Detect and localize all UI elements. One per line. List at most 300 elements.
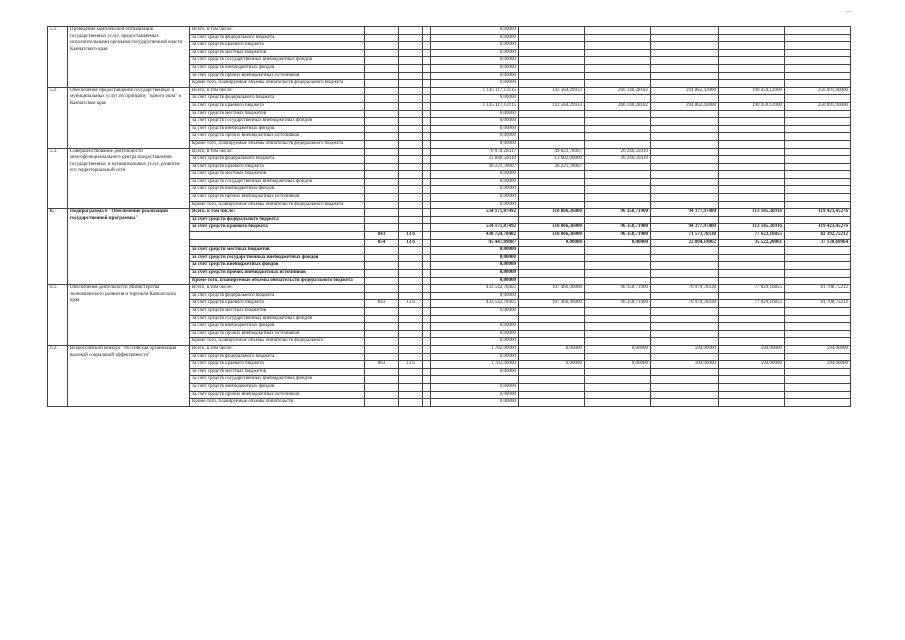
item-number: 6. — [48, 209, 68, 285]
year-value-2 — [585, 72, 651, 80]
spacer-cell — [423, 330, 431, 338]
funding-source: за счет средств краевого бюджета — [190, 224, 365, 232]
total-value: 0,00000 — [431, 399, 519, 407]
spacer-cell — [423, 133, 431, 141]
section-code — [399, 102, 423, 110]
year-value-2 — [585, 315, 651, 323]
spacer-cell — [423, 102, 431, 110]
funding-source: Всего, в том числе: — [190, 148, 365, 156]
section-code — [399, 345, 423, 353]
funding-source: Кроме того, планируемые объемы обязательств федерального бюджета — [190, 201, 365, 209]
spacer-cell — [423, 156, 431, 164]
year-value-4 — [719, 148, 785, 156]
spacer-cell — [423, 300, 431, 308]
year-value-5: 119 423,45276 — [785, 209, 851, 217]
year-value-4: 35 522,20061 — [719, 239, 785, 247]
funding-source: за счет средств государственных внебюджетных фондов — [190, 315, 365, 323]
year-value-3 — [651, 42, 719, 50]
year-value-3 — [651, 391, 719, 399]
section-code — [399, 42, 423, 50]
total-value: 0,00000 — [431, 307, 519, 315]
year-value-4: 190 459,12000 — [719, 87, 785, 95]
year-value-4 — [719, 399, 785, 407]
year-value-3 — [651, 57, 719, 65]
spacer-cell — [423, 368, 431, 376]
year-value-5 — [785, 171, 851, 179]
total-value: 0,00000 — [431, 140, 519, 148]
year-value-1 — [519, 64, 585, 72]
year-value-1 — [519, 307, 585, 315]
spacer-cell — [423, 27, 431, 35]
year-value-2: 96 358,71900 — [585, 224, 651, 232]
spacer-cell — [423, 87, 431, 95]
year-value-1: 0,00000 — [519, 345, 585, 353]
year-value-5 — [785, 148, 851, 156]
year-value-4 — [719, 57, 785, 65]
grbs-code — [365, 224, 399, 232]
funding-source: Всего, в том числе: — [190, 285, 365, 293]
funding-source: за счет средств федерального бюджета — [190, 353, 365, 361]
funding-source: за счет средств государственных внебюджетных фондов — [190, 254, 365, 262]
year-value-3 — [651, 194, 719, 202]
year-value-1 — [519, 201, 585, 209]
total-value: 95 447,09087 — [431, 239, 519, 247]
year-value-5 — [785, 125, 851, 133]
section-code — [399, 156, 423, 164]
section-code: 13 6 — [399, 361, 423, 369]
spacer-cell — [423, 148, 431, 156]
year-value-3 — [651, 277, 719, 285]
grbs-code — [365, 186, 399, 194]
table-row — [48, 27, 851, 35]
spacer-cell — [423, 194, 431, 202]
spacer-cell — [423, 57, 431, 65]
section-code — [399, 178, 423, 186]
year-value-5 — [785, 399, 851, 407]
grbs-code — [365, 140, 399, 148]
year-value-4 — [719, 254, 785, 262]
grbs-code — [365, 72, 399, 80]
grbs-code — [365, 399, 399, 407]
year-value-1: 107 466,36000 — [519, 300, 585, 308]
spacer-cell — [423, 270, 431, 278]
year-value-5 — [785, 57, 851, 65]
year-value-1 — [519, 330, 585, 338]
item-name: Подпрограмма 6 "Обеспечение реализации государственной программы" — [68, 209, 190, 285]
section-code — [399, 391, 423, 399]
table-row — [48, 285, 851, 293]
grbs-code — [365, 330, 399, 338]
year-value-4 — [719, 247, 785, 255]
year-value-3: 70 979,78338 — [651, 300, 719, 308]
total-value: 0,00000 — [431, 277, 519, 285]
year-value-3 — [651, 80, 719, 88]
section-code — [399, 323, 423, 331]
year-value-5: 250 091,00000 — [785, 102, 851, 110]
year-value-4 — [719, 194, 785, 202]
funding-source: за счет средств краевого бюджета — [190, 102, 365, 110]
grbs-code — [365, 345, 399, 353]
year-value-1: 143 564,29933 — [519, 87, 585, 95]
year-value-5 — [785, 201, 851, 209]
section-code — [399, 49, 423, 57]
year-value-3 — [651, 201, 719, 209]
funding-source: за счет средств местных бюджетов — [190, 307, 365, 315]
spacer-cell — [423, 239, 431, 247]
item-name: Всероссийский конкурс "Российская организация высокой социальной эффективности" — [68, 345, 190, 406]
year-value-3 — [651, 64, 719, 72]
year-value-4 — [719, 42, 785, 50]
year-value-5 — [785, 49, 851, 57]
total-value: 534 171,87492 — [431, 209, 519, 217]
year-value-1: 110 866,36000 — [519, 209, 585, 217]
year-value-5: 81 708,75212 — [785, 285, 851, 293]
total-value: 33 848,50410 — [431, 156, 519, 164]
grbs-code — [365, 57, 399, 65]
year-value-1 — [519, 194, 585, 202]
year-value-1 — [519, 171, 585, 179]
table-row — [48, 345, 851, 353]
item-name: Обеспечение деятельности Министерства экономического развития и торговли Камчатского края — [68, 285, 190, 346]
funding-source: за счет средств федерального бюджета — [190, 34, 365, 42]
year-value-4 — [719, 315, 785, 323]
spacer-cell — [423, 254, 431, 262]
spacer-cell — [423, 80, 431, 88]
year-value-5 — [785, 80, 851, 88]
year-value-1 — [519, 72, 585, 80]
section-code — [399, 270, 423, 278]
year-value-2 — [585, 194, 651, 202]
year-value-1 — [519, 315, 585, 323]
funding-source: Кроме того, планируемые объемы обязательств федерального бюджета — [190, 140, 365, 148]
year-value-5 — [785, 270, 851, 278]
year-value-4 — [719, 186, 785, 194]
funding-source: за счет средств прочих внебюджетных источников — [190, 133, 365, 141]
spacer-cell — [423, 292, 431, 300]
year-value-2 — [585, 95, 651, 103]
section-code — [399, 34, 423, 42]
section-code — [399, 148, 423, 156]
year-value-5: 119 423,45276 — [785, 224, 851, 232]
year-value-3 — [651, 383, 719, 391]
total-value: 1 782,00000 — [431, 361, 519, 369]
funding-source: за счет средств внебюджетных фондов — [190, 64, 365, 72]
funding-source: за счет средств внебюджетных фондов — [190, 186, 365, 194]
year-value-5 — [785, 254, 851, 262]
year-value-4 — [719, 125, 785, 133]
spacer-cell — [423, 201, 431, 209]
grbs-code — [365, 95, 399, 103]
year-value-1 — [519, 178, 585, 186]
year-value-2 — [585, 80, 651, 88]
year-value-2 — [585, 353, 651, 361]
year-value-4 — [719, 49, 785, 57]
section-code — [399, 64, 423, 72]
spacer-cell — [423, 49, 431, 57]
total-value: 0,00000 — [431, 118, 519, 126]
grbs-code — [365, 34, 399, 42]
total-value — [431, 216, 519, 224]
year-value-2 — [585, 292, 651, 300]
year-value-4 — [719, 307, 785, 315]
funding-source: за счет средств краевого бюджета — [190, 163, 365, 171]
year-value-2 — [585, 125, 651, 133]
spacer-cell — [423, 163, 431, 171]
grbs-code — [365, 270, 399, 278]
year-value-5 — [785, 64, 851, 72]
year-value-1 — [519, 118, 585, 126]
spacer-cell — [423, 247, 431, 255]
spacer-cell — [423, 262, 431, 270]
year-value-4 — [719, 171, 785, 179]
year-value-3 — [651, 338, 719, 346]
section-code — [399, 315, 423, 323]
grbs-code — [365, 125, 399, 133]
funding-source: за счет средств внебюджетных фондов — [190, 262, 365, 270]
year-value-2 — [585, 323, 651, 331]
grbs-code — [365, 118, 399, 126]
section-code — [399, 186, 423, 194]
year-value-5: 81 708,75212 — [785, 300, 851, 308]
year-value-2 — [585, 34, 651, 42]
section-code — [399, 125, 423, 133]
year-value-1 — [519, 140, 585, 148]
year-value-2 — [585, 277, 651, 285]
total-value: 36 221,78007 — [431, 163, 519, 171]
grbs-code — [365, 110, 399, 118]
section-code: 13 6 — [399, 232, 423, 240]
funding-source: Всего, в том числе: — [190, 87, 365, 95]
funding-source: за счет средств государственных внебюджетных фондов — [190, 57, 365, 65]
total-value: 0,00000 — [431, 80, 519, 88]
year-value-4 — [719, 353, 785, 361]
year-value-3 — [651, 315, 719, 323]
grbs-code — [365, 368, 399, 376]
spacer-cell — [423, 391, 431, 399]
year-value-2: 96 358,71900 — [585, 209, 651, 217]
section-code — [399, 118, 423, 126]
total-value: 438 724,78402 — [431, 232, 519, 240]
year-value-1 — [519, 216, 585, 224]
funding-source — [190, 232, 365, 240]
grbs-code — [365, 277, 399, 285]
total-value: 433 542,78405 — [431, 285, 519, 293]
year-value-2 — [585, 383, 651, 391]
grbs-code — [365, 254, 399, 262]
total-value: 0,00000 — [431, 34, 519, 42]
year-value-3: 594,00000 — [651, 361, 719, 369]
year-value-5 — [785, 391, 851, 399]
funding-source: за счет средств местных бюджетов — [190, 171, 365, 179]
year-value-3 — [651, 330, 719, 338]
funding-source: за счет средств прочих внебюджетных источников — [190, 391, 365, 399]
grbs-code — [365, 64, 399, 72]
grbs-code: 863 — [365, 361, 399, 369]
year-value-2 — [585, 307, 651, 315]
funding-source: за счет средств внебюджетных фондов — [190, 323, 365, 331]
grbs-code — [365, 338, 399, 346]
grbs-code — [365, 262, 399, 270]
spacer-cell — [423, 323, 431, 331]
year-value-2 — [585, 186, 651, 194]
year-value-3: 70 979,78338 — [651, 285, 719, 293]
year-value-4 — [719, 323, 785, 331]
year-value-3 — [651, 118, 719, 126]
total-value: 0,00000 — [431, 194, 519, 202]
funding-source: за счет средств федерального бюджета — [190, 156, 365, 164]
year-value-3 — [651, 307, 719, 315]
year-value-5 — [785, 307, 851, 315]
total-value — [431, 376, 519, 384]
total-value: 0,00000 — [431, 338, 519, 346]
year-value-1: 0,00000 — [519, 239, 585, 247]
total-value: 0,00000 — [431, 42, 519, 50]
total-value: 0,00000 — [431, 383, 519, 391]
grbs-code — [365, 27, 399, 35]
grbs-code — [365, 87, 399, 95]
year-value-3: 22 804,19062 — [651, 239, 719, 247]
year-value-4: 77 029,16855 — [719, 285, 785, 293]
grbs-code — [365, 353, 399, 361]
year-value-1 — [519, 186, 585, 194]
year-value-4 — [719, 178, 785, 186]
year-value-3: 294 862,43000 — [651, 102, 719, 110]
spacer-cell — [423, 399, 431, 407]
year-value-5 — [785, 376, 851, 384]
year-value-2 — [585, 368, 651, 376]
grbs-code — [365, 49, 399, 57]
year-value-3: 71 573,78338 — [651, 232, 719, 240]
section-code — [399, 224, 423, 232]
section-code — [399, 338, 423, 346]
budget-table — [47, 26, 851, 407]
section-code — [399, 247, 423, 255]
year-value-5 — [785, 194, 851, 202]
year-value-1 — [519, 277, 585, 285]
year-value-5 — [785, 338, 851, 346]
funding-source: за счет средств прочих внебюджетных источников — [190, 270, 365, 278]
year-value-4 — [719, 270, 785, 278]
spacer-cell — [423, 315, 431, 323]
section-code — [399, 201, 423, 209]
year-value-5 — [785, 42, 851, 50]
spacer-cell — [423, 34, 431, 42]
section-code: 13 6 — [399, 239, 423, 247]
total-value: 0,00000 — [431, 270, 519, 278]
year-value-4 — [719, 140, 785, 148]
year-value-5 — [785, 110, 851, 118]
year-value-3 — [651, 49, 719, 57]
year-value-2 — [585, 247, 651, 255]
total-value: 0,00000 — [431, 186, 519, 194]
year-value-1: 0,00000 — [519, 361, 585, 369]
year-value-3 — [651, 216, 719, 224]
grbs-code — [365, 247, 399, 255]
section-code — [399, 110, 423, 118]
funding-source: Кроме того, планируемые объемы обязательств — [190, 399, 365, 407]
spacer-cell — [423, 345, 431, 353]
year-value-4: 113 145,36916 — [719, 209, 785, 217]
year-value-4: 77 623,16855 — [719, 232, 785, 240]
year-value-3 — [651, 163, 719, 171]
total-value: 0,00000 — [431, 292, 519, 300]
year-value-5 — [785, 368, 851, 376]
year-value-3 — [651, 72, 719, 80]
funding-source: за счет средств краевого бюджета — [190, 300, 365, 308]
year-value-5 — [785, 315, 851, 323]
total-value: 0,00000 — [431, 247, 519, 255]
year-value-5 — [785, 163, 851, 171]
year-value-3 — [651, 262, 719, 270]
year-value-3 — [651, 368, 719, 376]
item-name: Совершенствование деятельности многофункционального центра предоставления государственных и муниципальных услуг, развитие его территориальной сети — [68, 148, 190, 209]
year-value-1: 143 564,29933 — [519, 102, 585, 110]
grbs-code — [365, 292, 399, 300]
year-value-3 — [651, 376, 719, 384]
spacer-cell — [423, 95, 431, 103]
spacer-cell — [423, 353, 431, 361]
total-value: 0,00000 — [431, 330, 519, 338]
year-value-1: 13 602,00000 — [519, 156, 585, 164]
year-value-2 — [585, 270, 651, 278]
section-code — [399, 171, 423, 179]
funding-source: Кроме того, планируемые объемы обязательств федерального бюджета — [190, 80, 365, 88]
year-value-2: 266 140,28182 — [585, 87, 651, 95]
year-value-2: 96 358,71900 — [585, 300, 651, 308]
year-value-1: 36 221,78007 — [519, 163, 585, 171]
year-value-5 — [785, 292, 851, 300]
funding-source: Всего, в том числе: — [190, 27, 365, 35]
year-value-2 — [585, 399, 651, 407]
year-value-2: 96 358,71900 — [585, 232, 651, 240]
year-value-5: 594,00000 — [785, 345, 851, 353]
item-number: 5.1. — [48, 27, 68, 88]
year-value-5 — [785, 178, 851, 186]
funding-source: за счет средств местных бюджетов — [190, 110, 365, 118]
funding-source: за счет средств государственных внебюджетных фондов — [190, 178, 365, 186]
year-value-4: 77 029,16855 — [719, 300, 785, 308]
grbs-code: 843 — [365, 232, 399, 240]
section-code — [399, 209, 423, 217]
spacer-cell — [423, 186, 431, 194]
year-value-3 — [651, 178, 719, 186]
total-value: 0,00000 — [431, 353, 519, 361]
section-code — [399, 57, 423, 65]
funding-source: Кроме того, планируемые объемы обязательств федерального — [190, 338, 365, 346]
funding-source: за счет средств государственных внебюджетных фондов — [190, 376, 365, 384]
year-value-1: 49 823,78007 — [519, 148, 585, 156]
funding-source: за счет средств федерального бюджета — [190, 95, 365, 103]
year-value-1 — [519, 110, 585, 118]
year-value-2 — [585, 133, 651, 141]
year-value-5 — [785, 118, 851, 126]
year-value-3 — [651, 27, 719, 35]
total-value: 0,00000 — [431, 262, 519, 270]
year-value-2: 20 246,50410 — [585, 148, 651, 156]
spacer-cell — [423, 216, 431, 224]
year-value-1 — [519, 399, 585, 407]
total-value: 0,00000 — [431, 133, 519, 141]
year-value-5 — [785, 383, 851, 391]
spacer-cell — [423, 277, 431, 285]
year-value-4 — [719, 376, 785, 384]
grbs-code — [365, 133, 399, 141]
spacer-cell — [423, 338, 431, 346]
grbs-code — [365, 171, 399, 179]
grbs-code — [365, 376, 399, 384]
section-code — [399, 140, 423, 148]
section-code — [399, 72, 423, 80]
